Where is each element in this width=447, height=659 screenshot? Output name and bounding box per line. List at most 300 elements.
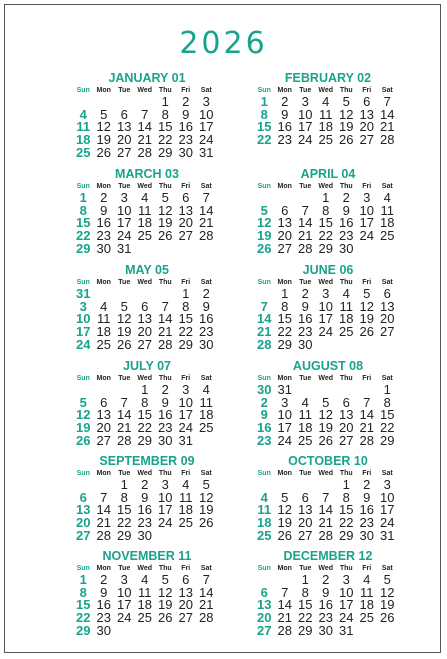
day-cell: 7 — [260, 298, 268, 314]
day-cell: 15 — [76, 597, 91, 613]
day-cell: 26 — [76, 432, 91, 448]
day-cell: 13 — [117, 119, 132, 135]
day-cell: 10 — [277, 407, 292, 423]
weekday-label: Sun — [76, 375, 90, 382]
day-cell: 30 — [318, 622, 333, 638]
month-block — [73, 167, 221, 255]
day-cell: 8 — [161, 106, 169, 122]
weekday-label: Fri — [362, 279, 372, 286]
day-cell: 31 — [76, 286, 91, 301]
day-cell: 9 — [363, 489, 371, 505]
day-cell: 22 — [137, 420, 152, 436]
day-cell: 24 — [380, 515, 395, 531]
day-cell: 28 — [117, 432, 132, 448]
day-cell: 30 — [137, 527, 152, 543]
day-cell: 29 — [76, 622, 91, 638]
weekday-label: Thu — [339, 375, 353, 382]
day-cell: 25 — [359, 610, 374, 626]
day-cell: 20 — [96, 420, 111, 436]
weekday-label: Fri — [181, 375, 191, 382]
day-cell: 3 — [342, 572, 350, 587]
weekday-label: Mon — [96, 183, 111, 190]
weekday-label: Wed — [318, 183, 334, 190]
day-cell: 5 — [281, 489, 289, 505]
day-cell: 3 — [120, 572, 128, 587]
day-cell: 28 — [199, 228, 214, 244]
weekday-label: Mon — [277, 375, 292, 382]
day-cell: 25 — [178, 515, 193, 531]
day-cell: 3 — [363, 190, 371, 205]
weekday-label: Wed — [137, 87, 153, 94]
day-cell: 19 — [359, 311, 374, 327]
day-cell: 25 — [137, 228, 152, 244]
weekday-label: Thu — [158, 470, 172, 477]
day-cell: 22 — [76, 610, 91, 626]
day-cell: 19 — [339, 119, 354, 135]
weekday-label: Tue — [299, 183, 312, 190]
day-cell: 8 — [281, 298, 289, 314]
day-cell — [196, 243, 217, 256]
day-cell: 12 — [380, 584, 395, 600]
day-cell: 3 — [161, 477, 169, 492]
weekday-label: Wed — [137, 470, 153, 477]
weekday-label: Sat — [200, 87, 212, 94]
month-block — [73, 549, 221, 637]
day-cell: 21 — [257, 324, 272, 340]
day-cell: 3 — [281, 394, 289, 410]
day-cell — [155, 530, 176, 543]
day-cell: 1 — [161, 94, 169, 109]
day-cell: 12 — [199, 489, 214, 505]
day-cell: 26 — [158, 228, 173, 244]
day-cell — [155, 625, 176, 638]
day-cell: 22 — [117, 515, 132, 531]
day-cell: 18 — [178, 502, 193, 518]
day-cell: 26 — [117, 336, 132, 352]
day-cell: 5 — [322, 394, 330, 410]
day-cell: 25 — [199, 420, 214, 436]
month-title: NOVEMBER 11 — [102, 549, 192, 563]
day-cell: 8 — [260, 106, 268, 122]
day-cell: 11 — [380, 202, 394, 218]
day-cell: 14 — [137, 119, 152, 135]
day-cell: 27 — [257, 622, 272, 638]
weekday-label: Wed — [318, 470, 334, 477]
day-cell: 1 — [383, 382, 391, 397]
day-grid — [254, 574, 402, 637]
day-cell: 28 — [298, 240, 313, 256]
day-cell: 21 — [158, 324, 173, 340]
day-cell: 31 — [178, 432, 193, 448]
day-cell — [176, 625, 197, 638]
day-cell: 8 — [322, 202, 330, 218]
day-cell: 19 — [199, 502, 214, 518]
day-cell: 6 — [260, 584, 268, 600]
day-cell: 19 — [257, 228, 272, 244]
day-cell: 6 — [301, 489, 309, 505]
day-cell: 24 — [359, 228, 374, 244]
weekday-label: Thu — [339, 565, 353, 572]
day-cell: 21 — [137, 132, 152, 148]
day-cell: 6 — [141, 298, 149, 314]
day-cell: 28 — [158, 336, 173, 352]
day-cell: 1 — [301, 572, 309, 587]
day-cell: 20 — [380, 311, 395, 327]
month-title: FEBRUARY 02 — [284, 71, 372, 85]
day-cell: 16 — [257, 420, 272, 436]
day-cell: 29 — [318, 240, 333, 256]
day-cell: 18 — [380, 215, 395, 231]
day-cell: 21 — [298, 228, 313, 244]
day-cell: 10 — [158, 489, 173, 505]
day-cell: 16 — [178, 119, 193, 135]
day-cell: 10 — [178, 394, 193, 410]
day-cell: 26 — [158, 610, 173, 626]
weekday-label: Fri — [181, 565, 191, 572]
day-cell: 1 — [79, 572, 87, 587]
day-cell: 17 — [298, 119, 313, 135]
weekday-label: Fri — [181, 183, 191, 190]
weekday-label: Thu — [339, 470, 353, 477]
day-cell: 22 — [339, 515, 354, 531]
day-cell: 25 — [137, 610, 152, 626]
day-cell: 19 — [277, 515, 292, 531]
weekday-label: Tue — [299, 470, 312, 477]
day-cell: 3 — [120, 190, 128, 205]
day-cell: 9 — [100, 584, 108, 600]
day-cell: 12 — [158, 202, 173, 218]
day-cell: 9 — [202, 298, 210, 314]
day-cell: 9 — [322, 584, 330, 600]
day-cell: 4 — [260, 489, 268, 505]
day-cell: 15 — [318, 215, 333, 231]
month-title: MARCH 03 — [115, 167, 179, 181]
day-cell: 14 — [318, 502, 333, 518]
day-cell: 30 — [199, 336, 214, 352]
day-grid — [73, 384, 221, 447]
day-cell: 31 — [277, 382, 292, 397]
day-cell: 13 — [137, 311, 152, 327]
month-title: DECEMBER 12 — [283, 549, 373, 563]
day-cell: 22 — [318, 228, 333, 244]
day-cell: 13 — [96, 407, 111, 423]
day-cell: 28 — [318, 527, 333, 543]
weekday-label: Sun — [257, 183, 271, 190]
day-cell: 4 — [383, 190, 391, 205]
day-cell: 27 — [178, 228, 193, 244]
day-cell: 5 — [202, 477, 210, 492]
day-cell: 25 — [380, 228, 395, 244]
day-cell: 20 — [359, 119, 374, 135]
day-cell: 16 — [359, 502, 374, 518]
day-cell: 18 — [199, 407, 214, 423]
weekday-label: Sun — [257, 87, 271, 94]
day-cell: 4 — [342, 286, 350, 301]
day-cell: 5 — [363, 286, 371, 301]
weekday-label: Sun — [76, 470, 90, 477]
day-cell: 17 — [199, 119, 214, 135]
day-cell: 18 — [257, 515, 272, 531]
day-cell: 23 — [96, 610, 111, 626]
day-cell: 21 — [359, 420, 374, 436]
day-cell: 7 — [202, 572, 210, 587]
weekday-label: Sun — [257, 279, 271, 286]
day-cell: 9 — [161, 394, 169, 410]
day-cell: 30 — [359, 527, 374, 543]
day-cell: 27 — [277, 240, 292, 256]
day-cell: 22 — [257, 132, 272, 148]
weekday-label: Mon — [277, 183, 292, 190]
weekday-label: Fri — [181, 87, 191, 94]
day-cell: 20 — [277, 228, 292, 244]
day-cell: 8 — [383, 394, 391, 410]
day-cell: 1 — [141, 382, 149, 397]
day-cell: 4 — [100, 298, 108, 314]
weekday-label: Wed — [318, 565, 334, 572]
day-cell: 17 — [76, 324, 91, 340]
month-block — [73, 359, 221, 447]
day-cell: 24 — [178, 420, 193, 436]
day-cell: 4 — [322, 94, 330, 109]
day-cell: 17 — [158, 502, 173, 518]
weekday-label: Thu — [339, 279, 353, 286]
day-cell: 31 — [380, 527, 395, 543]
month-title: SEPTEMBER 09 — [99, 454, 195, 468]
day-cell: 30 — [257, 382, 272, 397]
day-grid — [254, 96, 402, 147]
day-grid — [73, 479, 221, 542]
day-cell: 8 — [342, 489, 350, 505]
day-cell: 3 — [383, 477, 391, 492]
day-cell: 18 — [137, 597, 152, 613]
day-cell: 28 — [96, 527, 111, 543]
day-cell: 24 — [76, 336, 91, 352]
day-cell: 17 — [359, 215, 374, 231]
day-cell — [176, 243, 197, 256]
day-cell: 19 — [158, 597, 173, 613]
day-cell: 10 — [339, 584, 354, 600]
weekday-label: Mon — [96, 87, 111, 94]
weekday-label: Tue — [118, 279, 131, 286]
day-cell: 9 — [100, 202, 108, 218]
weekday-label: Thu — [158, 279, 172, 286]
day-cell: 9 — [301, 298, 309, 314]
day-cell: 21 — [277, 610, 292, 626]
month-block — [73, 454, 221, 542]
day-cell: 2 — [260, 394, 268, 410]
day-cell: 16 — [298, 311, 313, 327]
weekday-label: Tue — [299, 375, 312, 382]
day-cell: 6 — [100, 394, 108, 410]
day-cell: 21 — [96, 515, 111, 531]
day-cell: 4 — [182, 477, 190, 492]
day-cell: 17 — [318, 311, 333, 327]
day-cell: 15 — [339, 502, 354, 518]
day-cell: 10 — [318, 298, 333, 314]
weekday-label: Fri — [362, 565, 372, 572]
weekday-label: Sun — [257, 375, 271, 382]
day-cell: 12 — [158, 584, 173, 600]
day-cell: 29 — [339, 527, 354, 543]
day-grid — [254, 479, 402, 542]
day-cell: 15 — [158, 119, 173, 135]
day-cell: 1 — [322, 190, 330, 205]
day-cell: 5 — [383, 572, 391, 587]
weekday-label: Mon — [96, 470, 111, 477]
day-cell: 27 — [178, 610, 193, 626]
weekday-label: Fri — [362, 183, 372, 190]
day-cell: 6 — [383, 286, 391, 301]
day-cell: 2 — [141, 477, 149, 492]
day-cell: 8 — [79, 202, 87, 218]
day-cell: 11 — [298, 407, 312, 423]
day-cell: 21 — [199, 597, 214, 613]
day-cell: 18 — [359, 597, 374, 613]
day-cell: 13 — [178, 202, 193, 218]
day-cell — [114, 625, 135, 638]
day-cell: 21 — [380, 119, 395, 135]
day-cell: 7 — [383, 94, 391, 109]
day-cell: 10 — [380, 489, 395, 505]
day-cell: 22 — [76, 228, 91, 244]
day-cell: 7 — [281, 584, 289, 600]
day-cell: 6 — [363, 94, 371, 109]
day-cell: 7 — [363, 394, 371, 410]
day-cell: 12 — [339, 106, 354, 122]
day-cell: 29 — [76, 240, 91, 256]
day-cell: 22 — [298, 610, 313, 626]
day-cell: 19 — [158, 215, 173, 231]
day-cell: 30 — [178, 144, 193, 160]
day-cell: 10 — [76, 311, 91, 327]
day-cell: 13 — [277, 215, 292, 231]
day-cell: 11 — [138, 202, 152, 218]
day-cell: 23 — [178, 132, 193, 148]
day-cell: 5 — [100, 106, 108, 122]
day-cell: 7 — [100, 489, 108, 505]
day-cell: 25 — [318, 132, 333, 148]
weekday-label: Mon — [277, 279, 292, 286]
day-cell: 17 — [178, 407, 193, 423]
weekday-label: Fri — [362, 87, 372, 94]
day-cell: 16 — [339, 215, 354, 231]
day-cell: 13 — [380, 298, 395, 314]
day-cell: 5 — [120, 298, 128, 314]
day-cell: 15 — [117, 502, 132, 518]
weekday-label: Mon — [96, 279, 111, 286]
day-cell: 24 — [158, 515, 173, 531]
day-cell: 29 — [158, 144, 173, 160]
weekday-label: Sat — [381, 183, 393, 190]
day-cell: 7 — [161, 298, 169, 314]
weekday-header — [73, 278, 221, 288]
month-title: JANUARY 01 — [108, 71, 186, 85]
day-cell: 26 — [339, 132, 354, 148]
weekday-label: Wed — [137, 279, 153, 286]
weekday-label: Wed — [318, 87, 334, 94]
day-cell: 20 — [117, 132, 132, 148]
day-cell: 3 — [202, 94, 210, 109]
day-cell: 15 — [380, 407, 395, 423]
day-cell: 19 — [96, 132, 111, 148]
weekday-label: Mon — [96, 375, 111, 382]
day-cell: 4 — [141, 572, 149, 587]
weekday-label: Fri — [362, 375, 372, 382]
day-cell: 1 — [281, 286, 289, 301]
day-cell: 2 — [301, 286, 309, 301]
day-cell: 18 — [318, 119, 333, 135]
day-cell: 30 — [158, 432, 173, 448]
day-cell: 25 — [298, 432, 313, 448]
day-cell: 24 — [339, 610, 354, 626]
month-title: AUGUST 08 — [292, 359, 364, 373]
day-cell: 11 — [199, 394, 213, 410]
month-block — [254, 359, 402, 447]
weekday-label: Sat — [381, 375, 393, 382]
month-title: MAY 05 — [125, 263, 169, 277]
day-cell: 22 — [277, 324, 292, 340]
day-cell: 7 — [301, 202, 309, 218]
day-cell: 24 — [277, 432, 292, 448]
day-cell: 11 — [138, 584, 152, 600]
day-cell: 13 — [178, 584, 193, 600]
day-cell: 9 — [281, 106, 289, 122]
month-title: APRIL 04 — [300, 167, 356, 181]
day-cell: 5 — [342, 94, 350, 109]
day-cell — [377, 625, 398, 638]
day-cell: 14 — [199, 584, 214, 600]
day-cell: 4 — [79, 106, 87, 122]
day-cell: 2 — [100, 190, 108, 205]
day-cell: 11 — [339, 298, 353, 314]
day-cell: 26 — [380, 610, 395, 626]
day-cell: 2 — [322, 572, 330, 587]
day-cell: 9 — [260, 407, 268, 423]
day-cell: 19 — [318, 420, 333, 436]
weekday-label: Thu — [158, 183, 172, 190]
day-cell: 28 — [277, 622, 292, 638]
weekday-label: Thu — [339, 87, 353, 94]
weekday-label: Wed — [137, 375, 153, 382]
weekday-label: Sat — [381, 470, 393, 477]
day-cell: 20 — [257, 610, 272, 626]
day-cell: 18 — [137, 215, 152, 231]
day-cell: 11 — [319, 106, 333, 122]
day-cell: 23 — [339, 228, 354, 244]
day-cell: 8 — [120, 489, 128, 505]
day-cell: 27 — [137, 336, 152, 352]
day-cell: 14 — [380, 106, 395, 122]
weekday-label: Wed — [137, 183, 153, 190]
day-cell: 31 — [339, 622, 354, 638]
day-cell: 9 — [342, 202, 350, 218]
day-cell — [196, 435, 217, 448]
day-cell: 18 — [339, 311, 354, 327]
day-cell: 20 — [76, 515, 91, 531]
day-cell: 10 — [359, 202, 374, 218]
day-cell — [357, 339, 378, 352]
month-title: JULY 07 — [123, 359, 171, 373]
day-cell: 28 — [359, 432, 374, 448]
day-cell: 14 — [117, 407, 132, 423]
day-cell: 15 — [76, 215, 91, 231]
weekday-label: Thu — [339, 183, 353, 190]
day-cell: 1 — [120, 477, 128, 492]
day-cell: 27 — [76, 527, 91, 543]
weekday-label: Sun — [257, 565, 271, 572]
day-cell: 14 — [158, 311, 173, 327]
day-cell: 28 — [380, 132, 395, 148]
